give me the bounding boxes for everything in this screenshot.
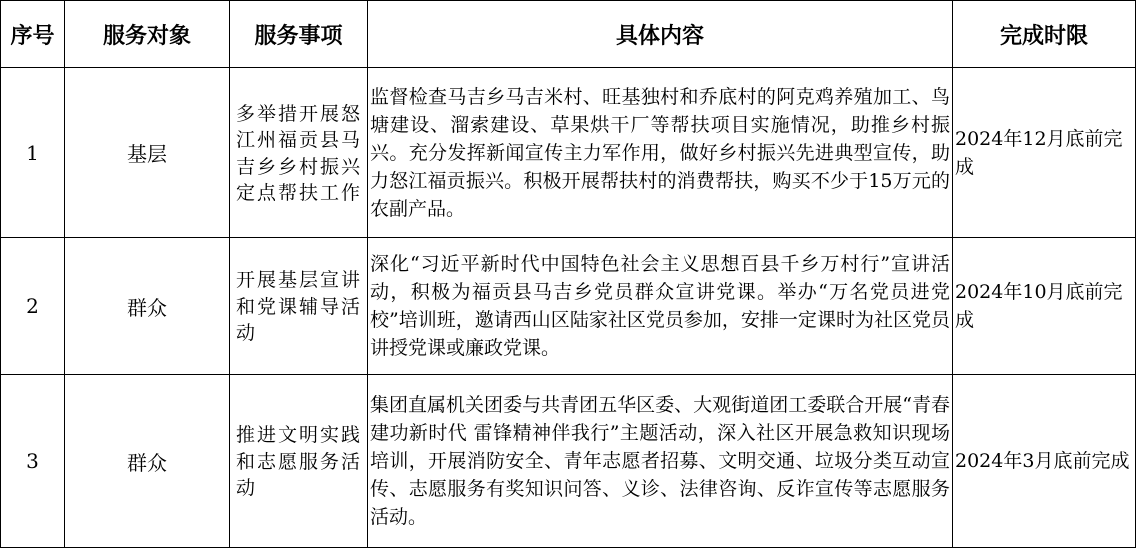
row-no: 3 bbox=[1, 375, 65, 548]
row-deadline: 2024年12月底前完成 bbox=[953, 68, 1136, 238]
table-row bbox=[1, 375, 1136, 548]
row-deadline: 2024年10月底前完成 bbox=[953, 238, 1136, 375]
row-target: 群众 bbox=[65, 238, 230, 375]
row-item: 开展基层宣讲和党课辅导活动 bbox=[230, 238, 368, 375]
row-item: 多举措开展怒江州福贡县马吉乡乡村振兴定点帮扶工作 bbox=[230, 68, 368, 238]
row-no: 1 bbox=[1, 68, 65, 238]
table-row bbox=[1, 238, 1136, 375]
row-item: 推进文明实践和志愿服务活动 bbox=[230, 375, 368, 548]
header-no: 序号 bbox=[1, 1, 65, 68]
header-deadline: 完成时限 bbox=[953, 1, 1136, 68]
row-content: 深化“习近平新时代中国特色社会主义思想百县千乡万村行”宣讲活动，积极为福贡县马吉乡党员群众宣讲党课。举办“万名党员进党校”培训班，邀请西山区陆家社区党员参加，安排一定课时为社区党员讲授党课或廉政党课。 bbox=[368, 238, 953, 375]
row-target: 群众 bbox=[65, 375, 230, 548]
row-target: 基层 bbox=[65, 68, 230, 238]
row-content: 监督检查马吉乡马吉米村、旺基独村和乔底村的阿克鸡养殖加工、鸟塘建设、溜索建设、草果烘干厂等帮扶项目实施情况，助推乡村振兴。充分发挥新闻宣传主力军作用，做好乡村振兴先进典型宣传，助力怒江福贡振兴。积极开展帮扶村的消费帮扶，购买不少于15万元的农副产品。 bbox=[368, 68, 953, 238]
header-item: 服务事项 bbox=[230, 1, 368, 68]
header-row bbox=[1, 1, 1136, 68]
header-target: 服务对象 bbox=[65, 1, 230, 68]
row-no: 2 bbox=[1, 238, 65, 375]
header-content: 具体内容 bbox=[368, 1, 953, 68]
row-deadline: 2024年3月底前完成 bbox=[953, 375, 1136, 548]
row-content: 集团直属机关团委与共青团五华区委、大观街道团工委联合开展“青春建功新时代 雷锋精神伴我行”主题活动，深入社区开展急救知识现场培训，开展消防安全、青年志愿者招募、文明交通、垃圾分类互动宣传、志愿服务有奖知识问答、义诊、法律咨询、反诈宣传等志愿服务活动。 bbox=[368, 375, 953, 548]
table-row bbox=[1, 68, 1136, 238]
